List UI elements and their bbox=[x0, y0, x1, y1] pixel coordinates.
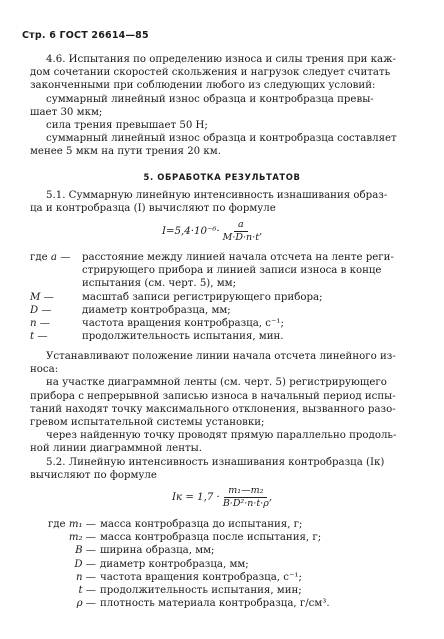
definition-row: m₂ — масса контробразца после испытания, г; bbox=[68, 532, 322, 544]
formula-lhs: I=5,4·10⁻⁶· bbox=[162, 225, 220, 237]
text-line: суммарный линейный износ образца и контробразца превы- bbox=[46, 93, 374, 105]
text-line: вычисляют по формуле bbox=[30, 470, 157, 482]
paragraph-5-2 bbox=[30, 456, 412, 482]
text-line: гревом испытательной системы установки; bbox=[30, 417, 265, 429]
definition-row: D — диаметр контробразца, мм; bbox=[30, 304, 231, 316]
definition-row: t — продолжительность испытания, мин. bbox=[30, 331, 284, 343]
definition-row: испытания (см. черт. 5), мм; bbox=[82, 278, 237, 290]
text-line: 4.6. Испытания по определению износа и силы трения при каж- bbox=[46, 54, 396, 65]
text-line: на участке диаграммной ленты (см. черт. 5) регистрирующего bbox=[46, 377, 387, 389]
formula-lhs: Iк = 1,7 · bbox=[172, 491, 220, 503]
formula-denominator: B·D²·n·t·ρ bbox=[222, 498, 269, 509]
definition-row: где a — расстояние между линией начала отсчета на ленте реги- bbox=[30, 252, 394, 263]
definition-row: B — ширина образца, мм; bbox=[75, 545, 215, 557]
text-line: шает 30 мкм; bbox=[30, 106, 103, 118]
formula-fraction bbox=[223, 219, 259, 244]
text-line: менее 5 мкм на пути трения 20 км. bbox=[30, 146, 221, 158]
text-line: 5.2. Линейную интенсивность изнашивания контробразца (Iк) bbox=[46, 457, 385, 468]
formula-tail: , bbox=[268, 491, 273, 503]
definition-row: t — продолжительность испытания, мин; bbox=[78, 585, 302, 597]
definitions-formula-2 bbox=[30, 518, 412, 610]
formula-fraction bbox=[223, 485, 269, 510]
formula-intensity-total bbox=[162, 219, 262, 244]
definition-row: ρ — плотность материала контробразца, г/см³. bbox=[76, 598, 330, 610]
text-line: 5.1. Суммарную линейную интенсивность изнашивания образ- bbox=[46, 190, 388, 201]
formula-numerator: m₁—m₂ bbox=[224, 485, 267, 498]
definition-row: где m₁ — масса контробразца до испытания, г; bbox=[47, 519, 303, 530]
text-line: таний находят точку максимального отклонения, вызванного разо- bbox=[30, 403, 396, 415]
paragraph-reference-line bbox=[30, 350, 412, 456]
text-line: ной линии диаграммной ленты. bbox=[30, 443, 202, 455]
text-line: законченными при соблюдении любого из следующих условий: bbox=[30, 80, 376, 92]
paragraph-4-6 bbox=[30, 53, 412, 159]
text-line: прибора с непрерывной записью износа в начальный период испы- bbox=[30, 390, 396, 402]
definition-row: n — частота вращения контробразца, с⁻¹; bbox=[76, 571, 302, 583]
formula-intensity-counterbody bbox=[172, 485, 272, 510]
definition-row: стрирующего прибора и линией записи износа в конце bbox=[82, 265, 382, 277]
definitions-formula-1 bbox=[30, 251, 412, 343]
definition-row: M — масштаб записи регистрирующего прибора; bbox=[30, 291, 323, 303]
formula-numerator: a bbox=[234, 219, 248, 232]
text-line: Устанавливают положение линии начала отсчета линейного из- bbox=[46, 351, 396, 362]
text-line: через найденную точку проводят прямую параллельно продоль- bbox=[46, 430, 397, 442]
formula-tail: , bbox=[259, 225, 263, 237]
text-line: носа: bbox=[30, 364, 59, 376]
definition-row: D — диаметр контробразца, мм; bbox=[74, 558, 249, 570]
text-line: сила трения превышает 50 Н; bbox=[46, 120, 208, 132]
page-header: Стр. 6 ГОСТ 26614—85 bbox=[22, 30, 149, 41]
text-line: суммарный линейный износ образца и контробразца составляет bbox=[46, 133, 397, 145]
section-title: 5. ОБРАБОТКА РЕЗУЛЬТАТОВ bbox=[143, 172, 301, 182]
text-line: ца и контробразца (I) вычисляют по формуле bbox=[30, 203, 276, 215]
definition-row: n — частота вращения контробразца, с⁻¹; bbox=[30, 318, 284, 330]
text-line: дом сочетании скоростей скольжения и нагрузок следует считать bbox=[30, 67, 391, 79]
paragraph-5-1 bbox=[30, 189, 412, 215]
formula-denominator: M·D·n·t bbox=[222, 232, 260, 243]
